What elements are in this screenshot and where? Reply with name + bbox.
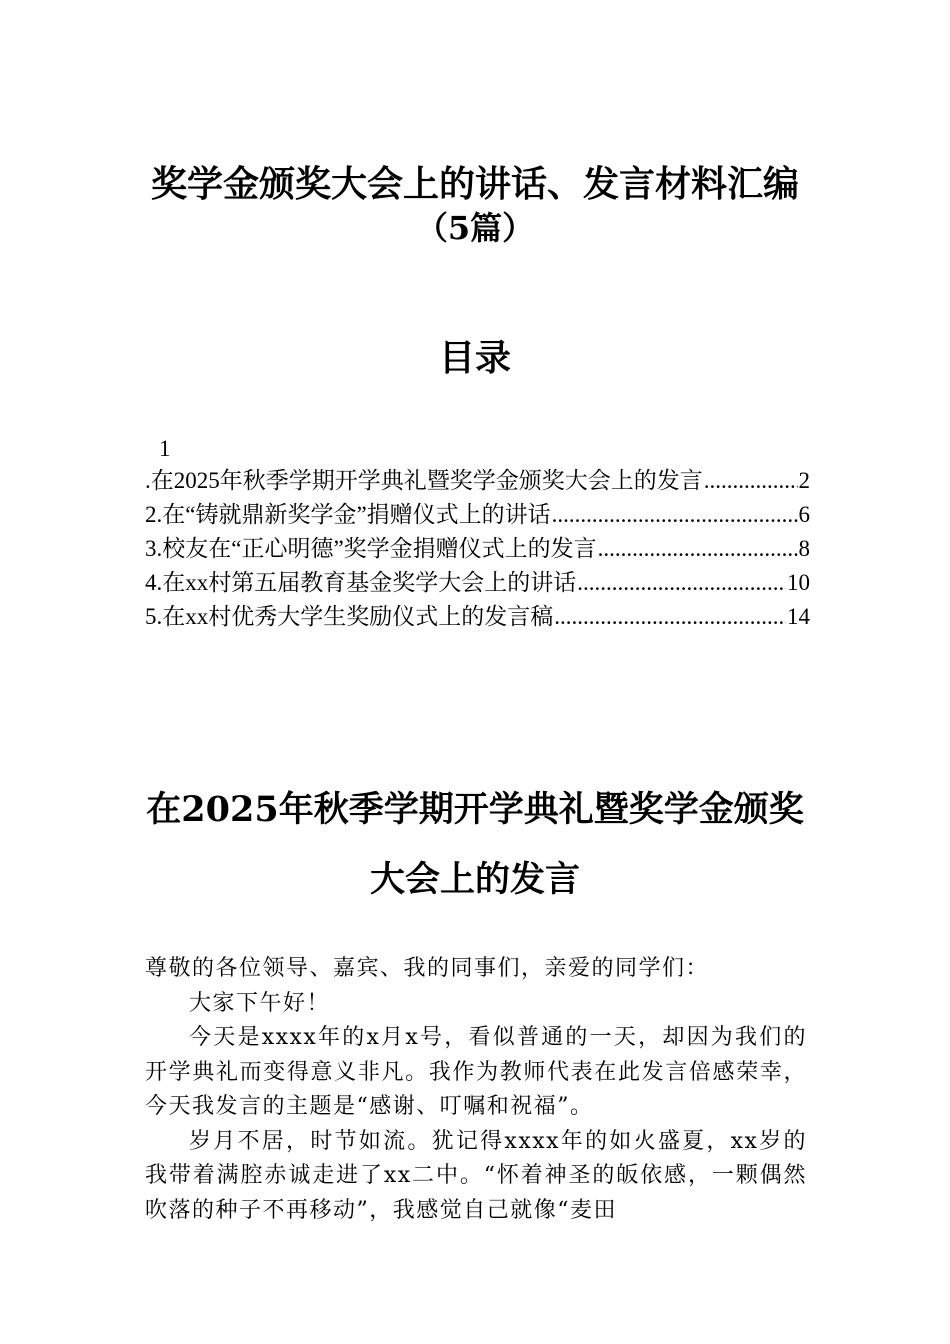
toc-item-number: 1 [159,436,171,461]
toc-leader-dots [552,498,798,532]
toc-item-page: 14 [787,604,810,629]
toc-leader-dots [704,464,798,498]
toc-item-text: 3.校友在“正心明德”奖学金捐赠仪式上的发言 [145,536,597,561]
section-title-line2: 大会上的发言 [369,859,580,900]
toc-item-3[interactable] [145,532,810,566]
table-of-contents [145,432,810,634]
toc-item-text: 2.在“铸就鼎新奖学金”捐赠仪式上的讲话 [145,502,551,527]
toc-item-page: 2 [798,468,810,493]
document-subtitle: （5篇） [415,209,535,247]
toc-item-page: 10 [787,570,810,595]
salutation-paragraph: 尊敬的各位领导、嘉宾、我的同事们，亲爱的同学们： [145,956,710,981]
toc-item-page: 8 [798,536,810,561]
greeting-paragraph: 大家下午好！ [189,990,331,1016]
toc-heading: 目录 [438,337,511,379]
toc-item-text: .在2025年秋季学期开学典礼暨奖学金颁奖大会上的发言 [145,468,703,493]
toc-item-5[interactable] [145,600,810,634]
toc-leader-dots [577,566,786,600]
toc-leader-dots [598,532,798,566]
section-body [145,952,807,1228]
toc-item-1[interactable] [145,464,810,498]
section-title-line1: 在2025年秋季学期开学典礼暨奖学金颁奖 [146,789,804,830]
toc-item-2[interactable] [145,498,810,532]
toc-item-text: 5.在xx村优秀大学生奖励仪式上的发言稿 [145,604,554,629]
body-paragraph: 今天是xxxx年的x月x号，看似普通的一天，却因为我们的开学典礼而变得意义非凡。我作为教师代表在此发言倍感荣幸，今天我发言的主题是“感谢、叮嘱和祝福”。 [145,1025,807,1119]
body-paragraph: 岁月不居，时节如流。犹记得xxxx年的如火盛夏，xx岁的我带着满腔赤诚走进了xx二中。“怀着神圣的皈依感，一颗偶然吹落的种子不再移动”，我感觉自己就像“麦田 [145,1128,807,1223]
toc-item-text: 4.在xx村第五届教育基金奖学大会上的讲话 [145,570,577,595]
toc-leader-dots [554,600,786,634]
document-title: 奖学金颁奖大会上的讲话、发言材料汇编 [150,163,799,205]
toc-item-page: 6 [798,502,810,527]
toc-item-4[interactable] [145,566,810,600]
